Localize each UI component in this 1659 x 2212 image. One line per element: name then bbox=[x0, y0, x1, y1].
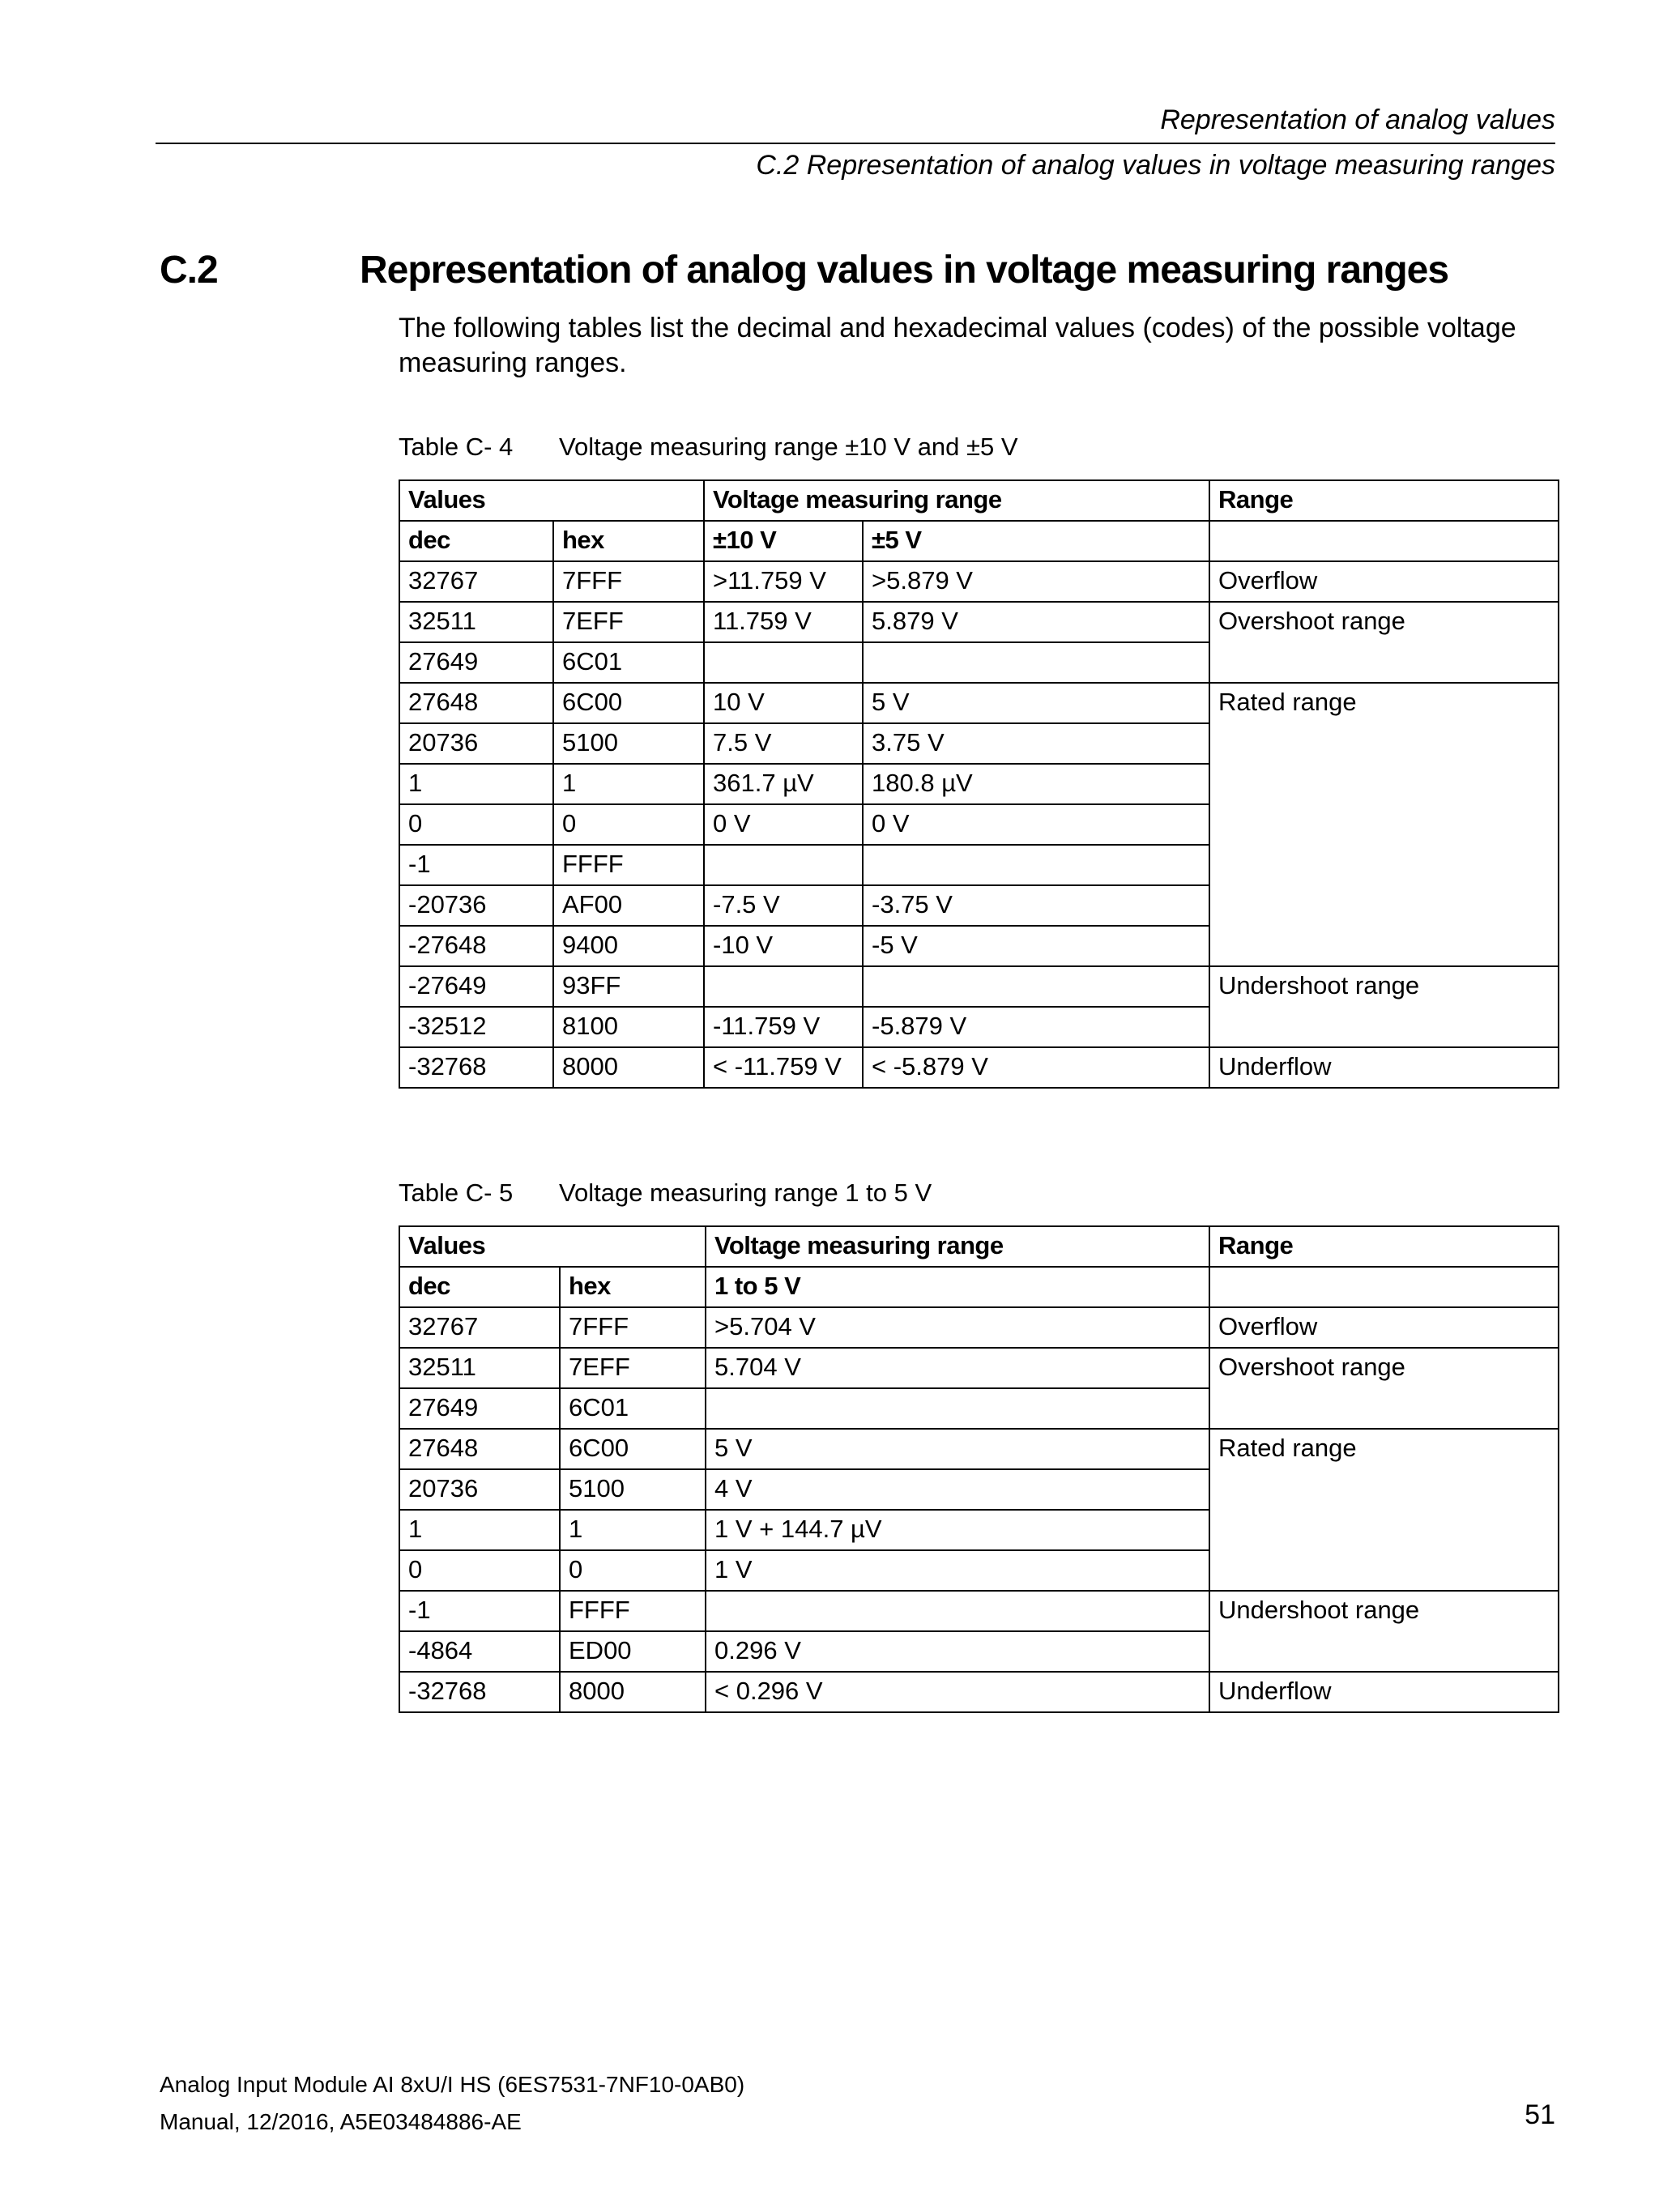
cell-10v: 10 V bbox=[704, 683, 863, 723]
table-row bbox=[399, 1307, 1559, 1348]
cell-hex: 0 bbox=[560, 1550, 706, 1591]
cell-1-to-5v bbox=[706, 1388, 1209, 1429]
table-c5 bbox=[399, 1225, 1559, 1713]
header-values: Values bbox=[399, 1226, 706, 1267]
header-dec: dec bbox=[399, 521, 553, 561]
table-c5-caption-text: Voltage measuring range 1 to 5 V bbox=[559, 1178, 932, 1207]
cell-hex: 7EFF bbox=[553, 602, 704, 642]
cell-5v: -3.75 V bbox=[863, 885, 1209, 926]
cell-1-to-5v: 1 V + 144.7 µV bbox=[706, 1510, 1209, 1550]
cell-dec: 0 bbox=[399, 1550, 560, 1591]
cell-dec: 32767 bbox=[399, 561, 553, 602]
header-hex: hex bbox=[553, 521, 704, 561]
cell-10v bbox=[704, 642, 863, 683]
header-voltage-measuring-range: Voltage measuring range bbox=[704, 480, 1209, 521]
table-row bbox=[399, 1672, 1559, 1712]
header-voltage-measuring-range: Voltage measuring range bbox=[706, 1226, 1209, 1267]
cell-hex: 7FFF bbox=[553, 561, 704, 602]
table-row bbox=[399, 561, 1559, 602]
cell-dec: 1 bbox=[399, 1510, 560, 1550]
cell-dec: -1 bbox=[399, 845, 553, 885]
header-values: Values bbox=[399, 480, 704, 521]
cell-hex: 6C00 bbox=[560, 1429, 706, 1469]
cell-5v: -5 V bbox=[863, 926, 1209, 966]
table-c4 bbox=[399, 479, 1559, 1089]
table-row bbox=[399, 1429, 1559, 1469]
running-head-chapter: Representation of analog values bbox=[156, 100, 1555, 144]
footer-manual: Manual, 12/2016, A5E03484886-AE bbox=[160, 2109, 522, 2134]
cell-5v: < -5.879 V bbox=[863, 1047, 1209, 1088]
cell-5v: 0 V bbox=[863, 804, 1209, 845]
cell-hex: 7EFF bbox=[560, 1348, 706, 1388]
cell-range: Rated range bbox=[1209, 683, 1559, 966]
running-head bbox=[156, 100, 1555, 185]
cell-dec: -20736 bbox=[399, 885, 553, 926]
cell-5v: 3.75 V bbox=[863, 723, 1209, 764]
cell-10v bbox=[704, 966, 863, 1007]
table-c5-header-row bbox=[399, 1226, 1559, 1267]
table-c4-caption bbox=[399, 431, 1018, 463]
cell-10v: 361.7 µV bbox=[704, 764, 863, 804]
cell-hex: 0 bbox=[553, 804, 704, 845]
table-c5-caption bbox=[399, 1177, 932, 1209]
cell-1-to-5v: 5.704 V bbox=[706, 1348, 1209, 1388]
cell-hex: 6C00 bbox=[553, 683, 704, 723]
cell-dec: -32768 bbox=[399, 1672, 560, 1712]
cell-dec: 27649 bbox=[399, 1388, 560, 1429]
cell-5v: 5 V bbox=[863, 683, 1209, 723]
cell-1-to-5v: 1 V bbox=[706, 1550, 1209, 1591]
cell-hex: 7FFF bbox=[560, 1307, 706, 1348]
table-row bbox=[399, 1348, 1559, 1388]
table-c4-subheader-row bbox=[399, 521, 1559, 561]
header-5v: ±5 V bbox=[863, 521, 1209, 561]
cell-dec: -4864 bbox=[399, 1631, 560, 1672]
cell-hex: 8100 bbox=[553, 1007, 704, 1047]
cell-hex: 5100 bbox=[560, 1469, 706, 1510]
cell-5v bbox=[863, 642, 1209, 683]
cell-dec: -1 bbox=[399, 1591, 560, 1631]
cell-10v bbox=[704, 845, 863, 885]
cell-hex: 9400 bbox=[553, 926, 704, 966]
table-c4-header-row bbox=[399, 480, 1559, 521]
cell-dec: 1 bbox=[399, 764, 553, 804]
cell-hex: 6C01 bbox=[553, 642, 704, 683]
cell-dec: 0 bbox=[399, 804, 553, 845]
cell-5v bbox=[863, 966, 1209, 1007]
header-1-to-5v: 1 to 5 V bbox=[706, 1267, 1209, 1307]
cell-range: Rated range bbox=[1209, 1429, 1559, 1591]
cell-range: Undershoot range bbox=[1209, 966, 1559, 1047]
cell-dec: 27648 bbox=[399, 683, 553, 723]
cell-1-to-5v: 5 V bbox=[706, 1429, 1209, 1469]
cell-hex: 5100 bbox=[553, 723, 704, 764]
header-empty bbox=[1209, 1267, 1559, 1307]
cell-dec: 32511 bbox=[399, 602, 553, 642]
cell-hex: AF00 bbox=[553, 885, 704, 926]
cell-dec: -32768 bbox=[399, 1047, 553, 1088]
cell-range: Undershoot range bbox=[1209, 1591, 1559, 1672]
cell-hex: 6C01 bbox=[560, 1388, 706, 1429]
table-c5-caption-number: Table C- 5 bbox=[399, 1178, 514, 1207]
cell-5v: 5.879 V bbox=[863, 602, 1209, 642]
cell-5v: 180.8 µV bbox=[863, 764, 1209, 804]
cell-1-to-5v: >5.704 V bbox=[706, 1307, 1209, 1348]
cell-hex: 1 bbox=[553, 764, 704, 804]
cell-10v: 7.5 V bbox=[704, 723, 863, 764]
cell-dec: 27648 bbox=[399, 1429, 560, 1469]
cell-10v: >11.759 V bbox=[704, 561, 863, 602]
cell-hex: 8000 bbox=[560, 1672, 706, 1712]
cell-dec: 20736 bbox=[399, 1469, 560, 1510]
cell-1-to-5v: 0.296 V bbox=[706, 1631, 1209, 1672]
table-row bbox=[399, 1591, 1559, 1631]
cell-1-to-5v: 4 V bbox=[706, 1469, 1209, 1510]
cell-10v: -10 V bbox=[704, 926, 863, 966]
cell-range: Underflow bbox=[1209, 1047, 1559, 1088]
cell-5v bbox=[863, 845, 1209, 885]
table-row bbox=[399, 602, 1559, 642]
cell-10v: < -11.759 V bbox=[704, 1047, 863, 1088]
cell-dec: 20736 bbox=[399, 723, 553, 764]
cell-hex: 93FF bbox=[553, 966, 704, 1007]
cell-dec: 27649 bbox=[399, 642, 553, 683]
cell-hex: FFFF bbox=[560, 1591, 706, 1631]
cell-5v: >5.879 V bbox=[863, 561, 1209, 602]
cell-5v: -5.879 V bbox=[863, 1007, 1209, 1047]
cell-10v: 11.759 V bbox=[704, 602, 863, 642]
cell-range: Overshoot range bbox=[1209, 602, 1559, 683]
cell-dec: -27649 bbox=[399, 966, 553, 1007]
cell-hex: 1 bbox=[560, 1510, 706, 1550]
running-head-section: C.2 Representation of analog values in voltage measuring ranges bbox=[756, 150, 1555, 181]
cell-hex: 8000 bbox=[553, 1047, 704, 1088]
table-c5-subheader-row bbox=[399, 1267, 1559, 1307]
header-empty bbox=[1209, 521, 1559, 561]
table-row bbox=[399, 1047, 1559, 1088]
cell-range: Overshoot range bbox=[1209, 1348, 1559, 1429]
cell-hex: ED00 bbox=[560, 1631, 706, 1672]
table-c4-caption-text: Voltage measuring range ±10 V and ±5 V bbox=[559, 433, 1018, 461]
section-number: C.2 bbox=[160, 249, 218, 292]
cell-hex: FFFF bbox=[553, 845, 704, 885]
table-row bbox=[399, 683, 1559, 723]
cell-10v: -7.5 V bbox=[704, 885, 863, 926]
cell-dec: 32767 bbox=[399, 1307, 560, 1348]
cell-dec: -27648 bbox=[399, 926, 553, 966]
header-hex: hex bbox=[560, 1267, 706, 1307]
table-row bbox=[399, 966, 1559, 1007]
cell-10v: 0 V bbox=[704, 804, 863, 845]
table-c4-caption-number: Table C- 4 bbox=[399, 433, 514, 461]
intro-paragraph: The following tables list the decimal and hexadecimal values (codes) of the possible voltage measuring ranges. bbox=[399, 313, 1516, 378]
cell-1-to-5v: < 0.296 V bbox=[706, 1672, 1209, 1712]
header-dec: dec bbox=[399, 1267, 560, 1307]
page-number: 51 bbox=[1525, 2099, 1555, 2130]
cell-range: Underflow bbox=[1209, 1672, 1559, 1712]
cell-dec: 32511 bbox=[399, 1348, 560, 1388]
header-range: Range bbox=[1209, 480, 1559, 521]
footer-product: Analog Input Module AI 8xU/I HS (6ES7531-7NF10-0AB0) bbox=[160, 2072, 745, 2097]
cell-dec: -32512 bbox=[399, 1007, 553, 1047]
header-10v: ±10 V bbox=[704, 521, 863, 561]
header-range: Range bbox=[1209, 1226, 1559, 1267]
cell-1-to-5v bbox=[706, 1591, 1209, 1631]
cell-range: Overflow bbox=[1209, 1307, 1559, 1348]
section-title: Representation of analog values in voltage measuring ranges bbox=[360, 249, 1449, 292]
cell-10v: -11.759 V bbox=[704, 1007, 863, 1047]
cell-range: Overflow bbox=[1209, 561, 1559, 602]
